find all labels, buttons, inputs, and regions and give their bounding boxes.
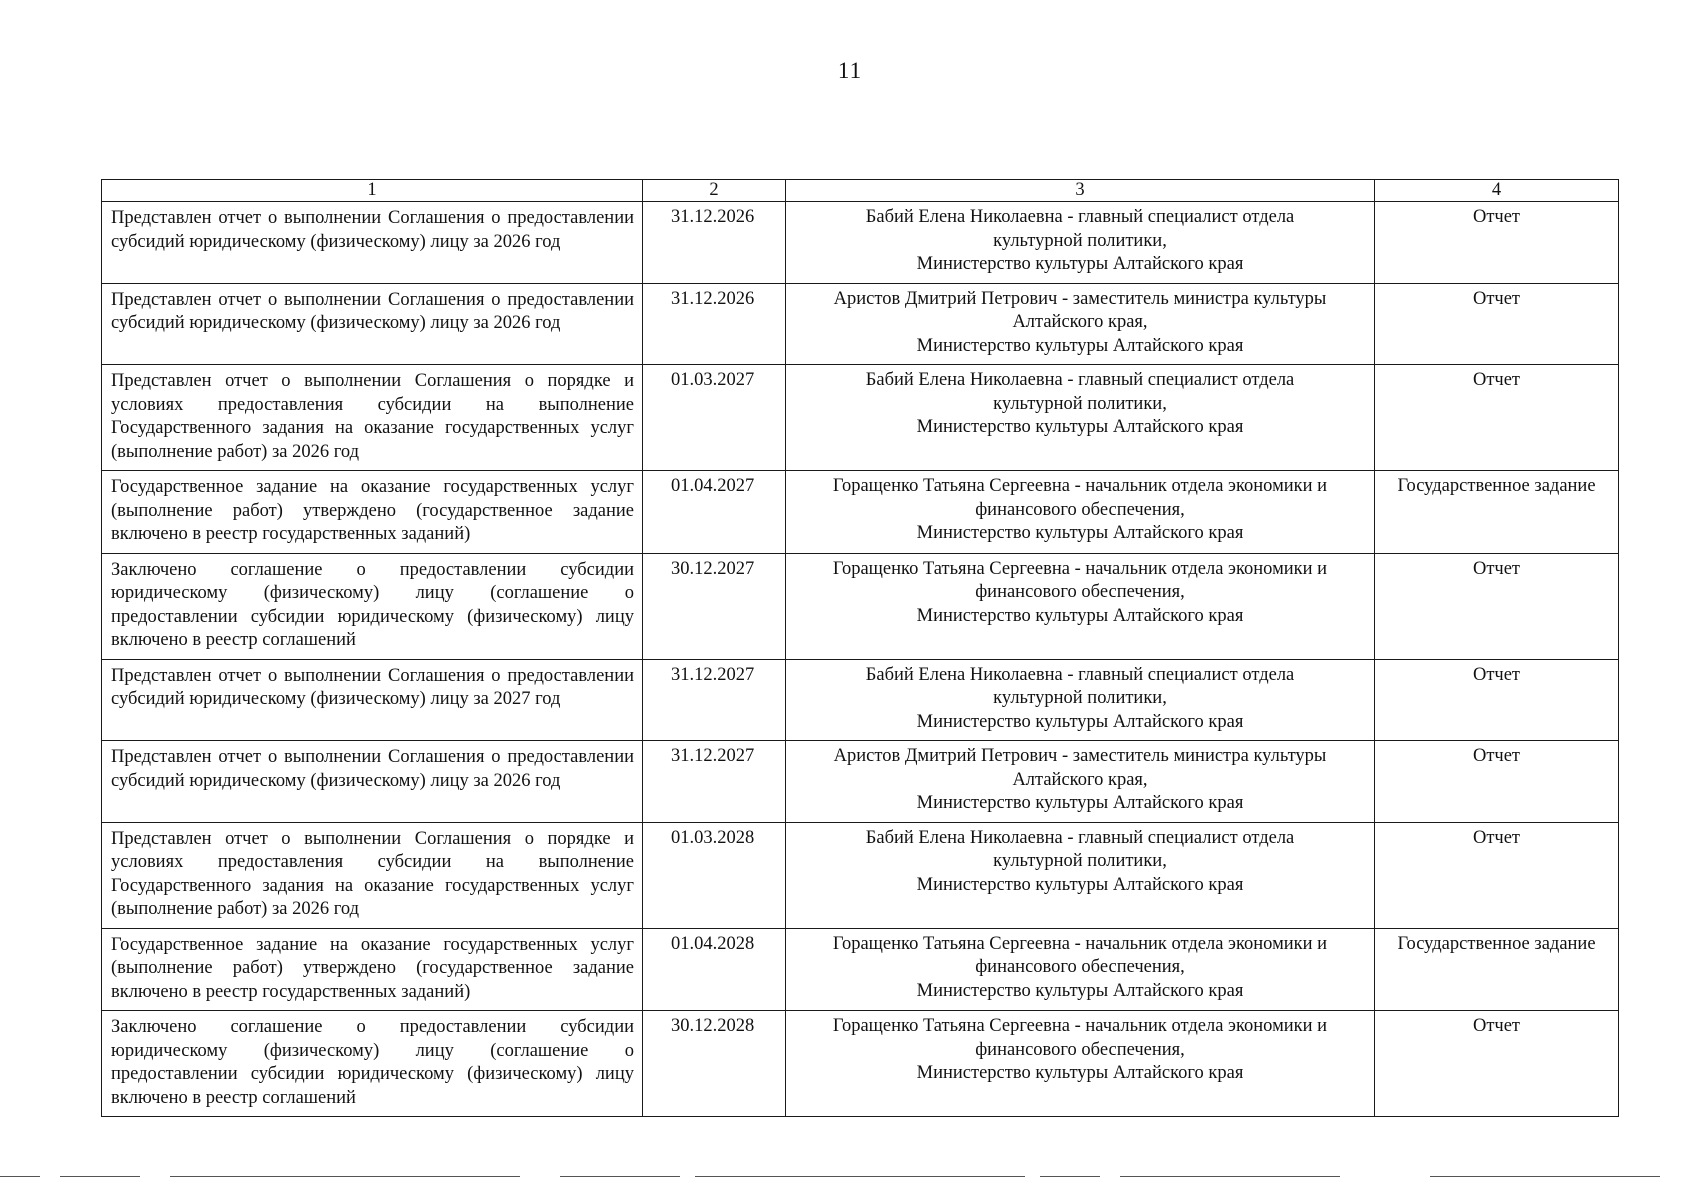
- responsible-person-line: Министерство культуры Алтайского края: [916, 417, 1244, 437]
- table-body: [102, 202, 1619, 1117]
- scan-edge-line: [560, 1176, 680, 1177]
- responsible-person-line: Бабий Елена Николаевна - главный специалист отдела: [865, 207, 1295, 227]
- result-document-type: Отчет: [1375, 553, 1619, 659]
- table-row: [102, 283, 1619, 365]
- event-date: 01.03.2028: [643, 822, 786, 928]
- scan-edge-line: [60, 1176, 140, 1177]
- event-date: 01.03.2027: [643, 365, 786, 471]
- responsible-person-line: Аристов Дмитрий Петрович - заместитель министра культуры: [833, 288, 1327, 309]
- column-number-1: 1: [102, 180, 643, 202]
- scan-edge-line: [1040, 1176, 1100, 1177]
- event-description: Представлен отчет о выполнении Соглашения о порядке и условиях предоставления субсидии на выполнение Государственного задания на оказание государственных услуг (выполнение работ) за 2026 год: [111, 371, 634, 462]
- responsible-person-cell: [786, 202, 1375, 284]
- event-description-cell: [102, 928, 643, 1011]
- event-description-cell: [102, 553, 643, 659]
- responsible-person-line: финансового обеспечения,: [975, 499, 1185, 520]
- event-description-cell: [102, 1011, 643, 1117]
- responsible-person-cell: [786, 928, 1375, 1011]
- table-row: [102, 741, 1619, 823]
- event-description: Представлен отчет о выполнении Соглашения о предоставлении субсидий юридическому (физическому) лицу за 2027 год: [111, 665, 634, 709]
- responsible-person-line: Горащенко Татьяна Сергеевна - начальник отдела экономики и: [832, 933, 1328, 954]
- scan-edge-line: [170, 1176, 520, 1177]
- responsible-person-line: Алтайского края,: [1012, 769, 1148, 790]
- event-description-cell: [102, 659, 643, 741]
- result-document-type: Государственное задание: [1375, 471, 1619, 554]
- responsible-person-line: Министерство культуры Алтайского края: [916, 523, 1244, 543]
- event-description: Представлен отчет о выполнении Соглашения о предоставлении субсидий юридическому (физическому) лицу за 2026 год: [111, 208, 634, 252]
- event-description: Представлен отчет о выполнении Соглашения о предоставлении субсидий юридическому (физическому) лицу за 2026 год: [111, 747, 634, 791]
- responsible-person-line: Горащенко Татьяна Сергеевна - начальник отдела экономики и: [832, 558, 1328, 579]
- responsible-person-cell: [786, 553, 1375, 659]
- responsible-person-line: культурной политики,: [993, 851, 1167, 871]
- result-document-type: Отчет: [1375, 283, 1619, 365]
- result-document-type: Отчет: [1375, 741, 1619, 823]
- responsible-person-line: Алтайского края,: [1012, 312, 1148, 332]
- event-description: Заключено соглашение о предоставлении субсидии юридическому (физическому) лицу (соглашение о предоставлении субсидии юридическому (физическому) лицу включено в реестр соглашений: [111, 559, 634, 650]
- result-document-type: Отчет: [1375, 659, 1619, 741]
- event-description: Заключено соглашение о предоставлении субсидии юридическому (физическому) лицу (соглашение о предоставлении субсидии юридическому (физическому) лицу включено в реестр соглашений: [111, 1017, 634, 1108]
- responsible-person-cell: [786, 659, 1375, 741]
- responsible-person-cell: [786, 822, 1375, 928]
- event-date: 30.12.2028: [643, 1011, 786, 1117]
- event-description: Государственное задание на оказание государственных услуг (выполнение работ) утверждено (государственное задание включено в реестр государственных заданий): [111, 477, 634, 544]
- result-document-type: Отчет: [1375, 822, 1619, 928]
- responsible-person-line: Министерство культуры Алтайского края: [916, 874, 1244, 895]
- responsible-person-cell: [786, 471, 1375, 554]
- responsible-person-line: Горащенко Татьяна Сергеевна - начальник отдела экономики и: [832, 476, 1328, 496]
- responsible-person-line: Аристов Дмитрий Петрович - заместитель министра культуры: [833, 746, 1327, 766]
- table-row: [102, 202, 1619, 284]
- schedule-table: [101, 179, 1619, 1117]
- responsible-person-line: Министерство культуры Алтайского края: [916, 711, 1244, 732]
- responsible-person-line: Министерство культуры Алтайского края: [916, 254, 1244, 274]
- table-row: [102, 471, 1619, 554]
- event-date: 01.04.2027: [643, 471, 786, 554]
- responsible-person-line: финансового обеспечения,: [975, 1039, 1185, 1060]
- column-number-2: 2: [643, 180, 786, 202]
- responsible-person-line: культурной политики,: [993, 230, 1167, 251]
- responsible-person-cell: [786, 1011, 1375, 1117]
- responsible-person-line: Горащенко Татьяна Сергеевна - начальник отдела экономики и: [832, 1016, 1328, 1036]
- responsible-person-line: культурной политики,: [993, 688, 1167, 708]
- event-description: Представлен отчет о выполнении Соглашения о предоставлении субсидий юридическому (физическому) лицу за 2026 год: [111, 289, 634, 333]
- column-number-header-row: [102, 180, 1619, 202]
- event-description-cell: [102, 471, 643, 554]
- scan-edge-line: [1430, 1176, 1660, 1177]
- result-document-type: Отчет: [1375, 1011, 1619, 1117]
- event-description: Представлен отчет о выполнении Соглашения о порядке и условиях предоставления субсидии на выполнение Государственного задания на оказание государственных услуг (выполнение работ) за 2026 год: [111, 828, 634, 919]
- event-description-cell: [102, 365, 643, 471]
- table-row: [102, 1011, 1619, 1117]
- event-description: Государственное задание на оказание государственных услуг (выполнение работ) утверждено (государственное задание включено в реестр государственных заданий): [111, 934, 634, 1002]
- event-date: 30.12.2027: [643, 553, 786, 659]
- scan-edge-line: [0, 1176, 40, 1177]
- column-number-4: 4: [1375, 180, 1619, 202]
- responsible-person-line: Бабий Елена Николаевна - главный специалист отдела: [865, 827, 1295, 848]
- event-date: 31.12.2026: [643, 202, 786, 284]
- result-document-type: Государственное задание: [1375, 928, 1619, 1011]
- responsible-person-line: культурной политики,: [993, 393, 1167, 414]
- page-number: 11: [837, 58, 863, 83]
- event-description-cell: [102, 283, 643, 365]
- event-date: 01.04.2028: [643, 928, 786, 1011]
- table-row: [102, 365, 1619, 471]
- responsible-person-cell: [786, 283, 1375, 365]
- event-date: 31.12.2026: [643, 283, 786, 365]
- scan-edge-line: [1120, 1176, 1340, 1177]
- event-date: 31.12.2027: [643, 659, 786, 741]
- responsible-person-cell: [786, 365, 1375, 471]
- result-document-type: Отчет: [1375, 202, 1619, 284]
- table-row: [102, 928, 1619, 1011]
- responsible-person-line: Министерство культуры Алтайского края: [916, 793, 1244, 813]
- responsible-person-line: Бабий Елена Николаевна - главный специалист отдела: [865, 664, 1295, 685]
- table-row: [102, 822, 1619, 928]
- responsible-person-cell: [786, 741, 1375, 823]
- event-date: 31.12.2027: [643, 741, 786, 823]
- event-description-cell: [102, 741, 643, 823]
- table-row: [102, 659, 1619, 741]
- responsible-person-line: Бабий Елена Николаевна - главный специалист отдела: [865, 370, 1295, 390]
- responsible-person-line: финансового обеспечения,: [975, 957, 1185, 977]
- responsible-person-line: финансового обеспечения,: [975, 582, 1185, 602]
- result-document-type: Отчет: [1375, 365, 1619, 471]
- responsible-person-line: Министерство культуры Алтайского края: [916, 335, 1244, 356]
- table-row: [102, 553, 1619, 659]
- responsible-person-line: Министерство культуры Алтайского края: [916, 1063, 1244, 1083]
- event-description-cell: [102, 202, 643, 284]
- event-description-cell: [102, 822, 643, 928]
- responsible-person-line: Министерство культуры Алтайского края: [916, 980, 1244, 1001]
- responsible-person-line: Министерство культуры Алтайского края: [916, 605, 1244, 626]
- scan-edge-line: [695, 1176, 1025, 1177]
- column-number-3: 3: [786, 180, 1375, 202]
